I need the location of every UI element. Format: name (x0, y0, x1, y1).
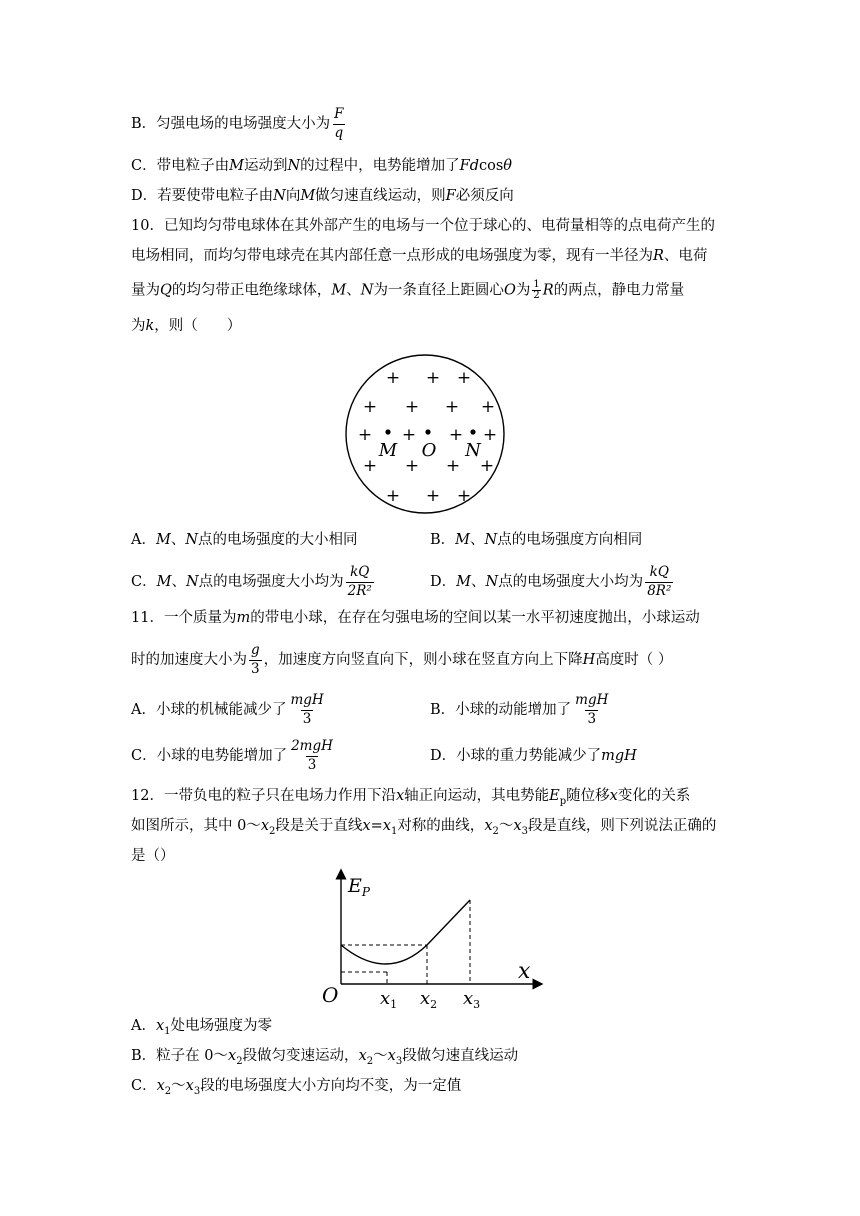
point-n-dot (470, 429, 475, 434)
plus-charge-sign: + (385, 486, 401, 506)
plus-charges (358, 368, 497, 506)
plus-charge-sign: + (385, 368, 401, 388)
plus-charge-sign: + (362, 456, 378, 476)
curve-segment (341, 945, 427, 964)
q12-option-b: B．粒子在 $0\sim x_2$段做匀变速运动，$x_2\sim x_3$段做匀速直线运动 (131, 1048, 519, 1067)
point-o-dot (425, 429, 430, 434)
q10-option-c: C．M、N点的电场强度大小均为 $\frac{kQ}{\text{2R²}}$ (131, 564, 372, 599)
plus-charge-sign: + (445, 456, 461, 476)
q9-option-b (131, 108, 348, 140)
q12-stem-line-2: 如图所示，其中 $0\sim x_2$段是关于直线$x=x_1$对称的曲线，$x_2\sim x_3$段是直线，则下列说法正确的 (131, 818, 717, 837)
line-segment (427, 900, 470, 945)
q10-stem-line-4: 为k，则（ ） (131, 318, 242, 334)
point-n-label: N (465, 440, 481, 461)
q11-option-a: A．小球的机械能减少了 $\frac{\text{mgH}}{3}$ (131, 692, 324, 727)
q12-option-c: C．$x_2\sim x_3$段的电场强度大小方向均不变，为一定值 (131, 1078, 462, 1097)
plus-charge-sign: + (482, 425, 498, 445)
q12-stem-line-3: 是（） (131, 848, 175, 864)
plus-charge-sign: + (456, 368, 472, 388)
origin-label: O (322, 983, 339, 1007)
plus-charge-sign: + (456, 486, 472, 506)
plus-charge-sign: + (404, 397, 420, 417)
plus-charge-sign: + (444, 397, 460, 417)
q11-option-d: D．小球的重力势能减少了mgH (430, 748, 637, 764)
q12-stem-line-1: 12．一带负电的粒子只在电场力作用下沿x轴正向运动，其电势能$E_p$随位移x变化的关系 (131, 788, 691, 807)
q10-option-b: B．M、N点的电场强度方向相同 (430, 532, 643, 548)
q11-stem-line-2: 时的加速度大小为 $\frac{g}{3}$ ，加速度方向竖直向下，则小球在竖直方向上下降H高度时（ ） (131, 642, 673, 677)
x-axis-label: x (518, 959, 531, 984)
q10-option-d: D．M、N点的电场强度大小均为 $\frac{kQ}{\text{8R²}}$ (430, 564, 672, 599)
q9-option-d: D．若要使带电粒子由N向M做匀速直线运动，则F必须反向 (131, 188, 514, 204)
x2-label: $x_2$ (420, 988, 438, 1011)
q12-potential-energy-graph (310, 868, 550, 1012)
q9-option-c: C．带电粒子由M运动到N的过程中，电势能增加了Fdcosθ (131, 158, 513, 174)
plus-charge-sign: + (362, 397, 378, 417)
q11-stem-line-1: 11．一个质量为m的带电小球，在存在匀强电场的空间以某一水平初速度抛出，小球运动 (131, 610, 700, 626)
point-m-dot (385, 429, 390, 434)
ep-axis-label: $E_P$ (348, 875, 370, 899)
point-o-label: O (421, 440, 437, 461)
point-m-label: M (378, 440, 398, 461)
x1-label: $x_1$ (380, 988, 398, 1011)
q9-option-b-text: B．匀强电场的电场强度大小为 (131, 116, 331, 132)
q12-option-a: A．$x_1$处电场强度为零 (131, 1018, 273, 1037)
q10-stem-line-3: 量为Q的均匀带正电绝缘球体，M、N为一条直径上距圆心O为 $\frac{1}{2}$ R的两点，静电力常量 (131, 279, 685, 301)
q9-option-b-fraction: $\frac{F}{q}$ (334, 106, 344, 141)
plus-charge-sign: + (357, 425, 373, 445)
plus-charge-sign: + (479, 456, 495, 476)
plus-charge-sign: + (425, 368, 441, 388)
q11-option-c: C．小球的电势能增加了 $\frac{\text{2mgH}}{3}$ (131, 738, 333, 773)
q10-charged-sphere-figure (340, 348, 510, 520)
x3-label: $x_3$ (463, 988, 481, 1011)
q10-option-a: A．M、N点的电场强度的大小相同 (131, 532, 358, 548)
q11-option-b: B．小球的动能增加了 $\frac{\text{mgH}}{3}$ (430, 692, 609, 727)
q10-stem-line-2: 电场相同，而均匀带电球壳在其内部任意一点形成的电场强度为零，现有一半径为R、电荷 (131, 248, 708, 264)
plus-charge-sign: + (401, 425, 417, 445)
q10-stem-line-1: 10．已知均匀带电球体在其外部产生的电场与一个位于球心的、电荷量相等的点电荷产生的 (131, 218, 715, 234)
plus-charge-sign: + (425, 486, 441, 506)
plus-charge-sign: + (448, 425, 464, 445)
plus-charge-sign: + (404, 456, 420, 476)
plus-charge-sign: + (480, 397, 496, 417)
